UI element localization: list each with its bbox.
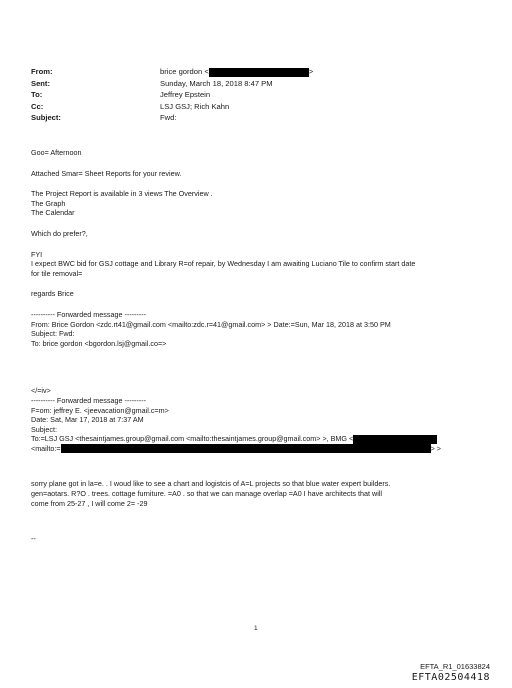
forward-1-to: To: brice gordon <bgordon.lsj@gmail.co=> xyxy=(31,338,167,348)
header-cc-row xyxy=(31,101,491,113)
project-report-line: The Project Report is available in 3 views The Overview . xyxy=(31,189,213,199)
forward-1-from: From: Brice Gordon <zdc.rt41@gmail.com <mailto:zdc.r=41@gmail.com> > Date:=Sun, Mar 18, 2018 at 3:50 PM xyxy=(31,319,391,329)
signature-dashes: -- xyxy=(31,534,36,544)
question-line: Which do prefer?, xyxy=(31,228,88,238)
message-line-3: come from 25-27 , I will come 2= -29 xyxy=(31,498,148,508)
forward-2-date: Date: Sat, Mar 17, 2018 at 7:37 AM xyxy=(31,415,144,425)
fyi-line: FYI xyxy=(31,249,43,259)
cc-label: Cc: xyxy=(31,101,44,111)
forward-2-mailto-end: > > xyxy=(430,443,441,453)
message-line-1: sorry plane got in la=e. . I woud like to see a chart and logistcis of A=L projects so that blue water expert builders. xyxy=(31,479,391,489)
div-close-line: </=iv> xyxy=(31,386,51,396)
header-sent-row xyxy=(31,78,491,90)
header-to-row xyxy=(31,89,491,101)
message-line-2: gen=aotars. R?O . trees. cottage furniture. =A0 . so that we can manage overlap =A0 I have architects that will xyxy=(31,489,382,499)
efta-code: EFTA_R1_01633824 xyxy=(420,662,490,671)
greeting-line: Goo= Afternoon xyxy=(31,148,82,157)
subject-label: Subject: xyxy=(31,113,61,122)
cc-value: LSJ GSJ; Rich Kahn xyxy=(160,101,230,111)
forward-2-from: F=om: jeffrey E. <jeevacation@gmail.c=m> xyxy=(31,405,169,415)
redaction-box xyxy=(61,444,431,453)
header-from-row xyxy=(31,66,491,78)
view-calendar-line: The Calendar xyxy=(31,208,75,218)
regards-line: regards Brice xyxy=(31,289,74,299)
expect-line-2: for tile removal= xyxy=(31,268,83,278)
forward-marker-2: ---------- Forwarded message --------- xyxy=(31,395,146,405)
attached-line: Attached Smar= Sheet Reports for your review. xyxy=(31,168,182,178)
view-graph-line: The Graph xyxy=(31,198,66,208)
efta-id: EFTA02504418 xyxy=(411,672,490,683)
forward-marker-1: ---------- Forwarded message --------- xyxy=(31,309,146,319)
header-subject-row xyxy=(31,112,491,124)
forward-2-mailto xyxy=(31,444,493,454)
from-value xyxy=(160,66,491,78)
page-number: 1 xyxy=(254,625,258,632)
from-name: brice gordon < xyxy=(160,67,209,76)
forward-2-subject: Subject: xyxy=(31,424,57,434)
forward-2-to xyxy=(31,434,493,444)
forward-1-subject: Subject: Fwd: xyxy=(31,329,75,339)
email-header xyxy=(31,66,491,124)
forward-2-to-text: To:=LSJ GSJ <thesaintjames.group@gmail.com <mailto:thesaintjames.group@gmail.com> >, BMG < xyxy=(31,434,354,444)
sent-value: Sunday, March 18, 2018 8:47 PM xyxy=(160,78,273,88)
sent-label: Sent: xyxy=(31,78,50,88)
redaction-box xyxy=(353,435,437,444)
from-suffix: > xyxy=(308,67,314,76)
from-label: From: xyxy=(31,67,53,76)
email-body xyxy=(31,148,493,544)
to-label: To: xyxy=(31,90,43,99)
redaction-box xyxy=(209,68,309,77)
expect-line-1: I expect BWC bid for GSJ cottage and Library R=of repair, by Wednesday I am awaiting Luciano Tile to confirm start date xyxy=(31,259,416,269)
forward-2-mailto-text: <mailto:= xyxy=(31,443,61,453)
to-value: Jeffrey Epstein xyxy=(160,90,211,99)
subject-value: Fwd: xyxy=(160,113,177,122)
